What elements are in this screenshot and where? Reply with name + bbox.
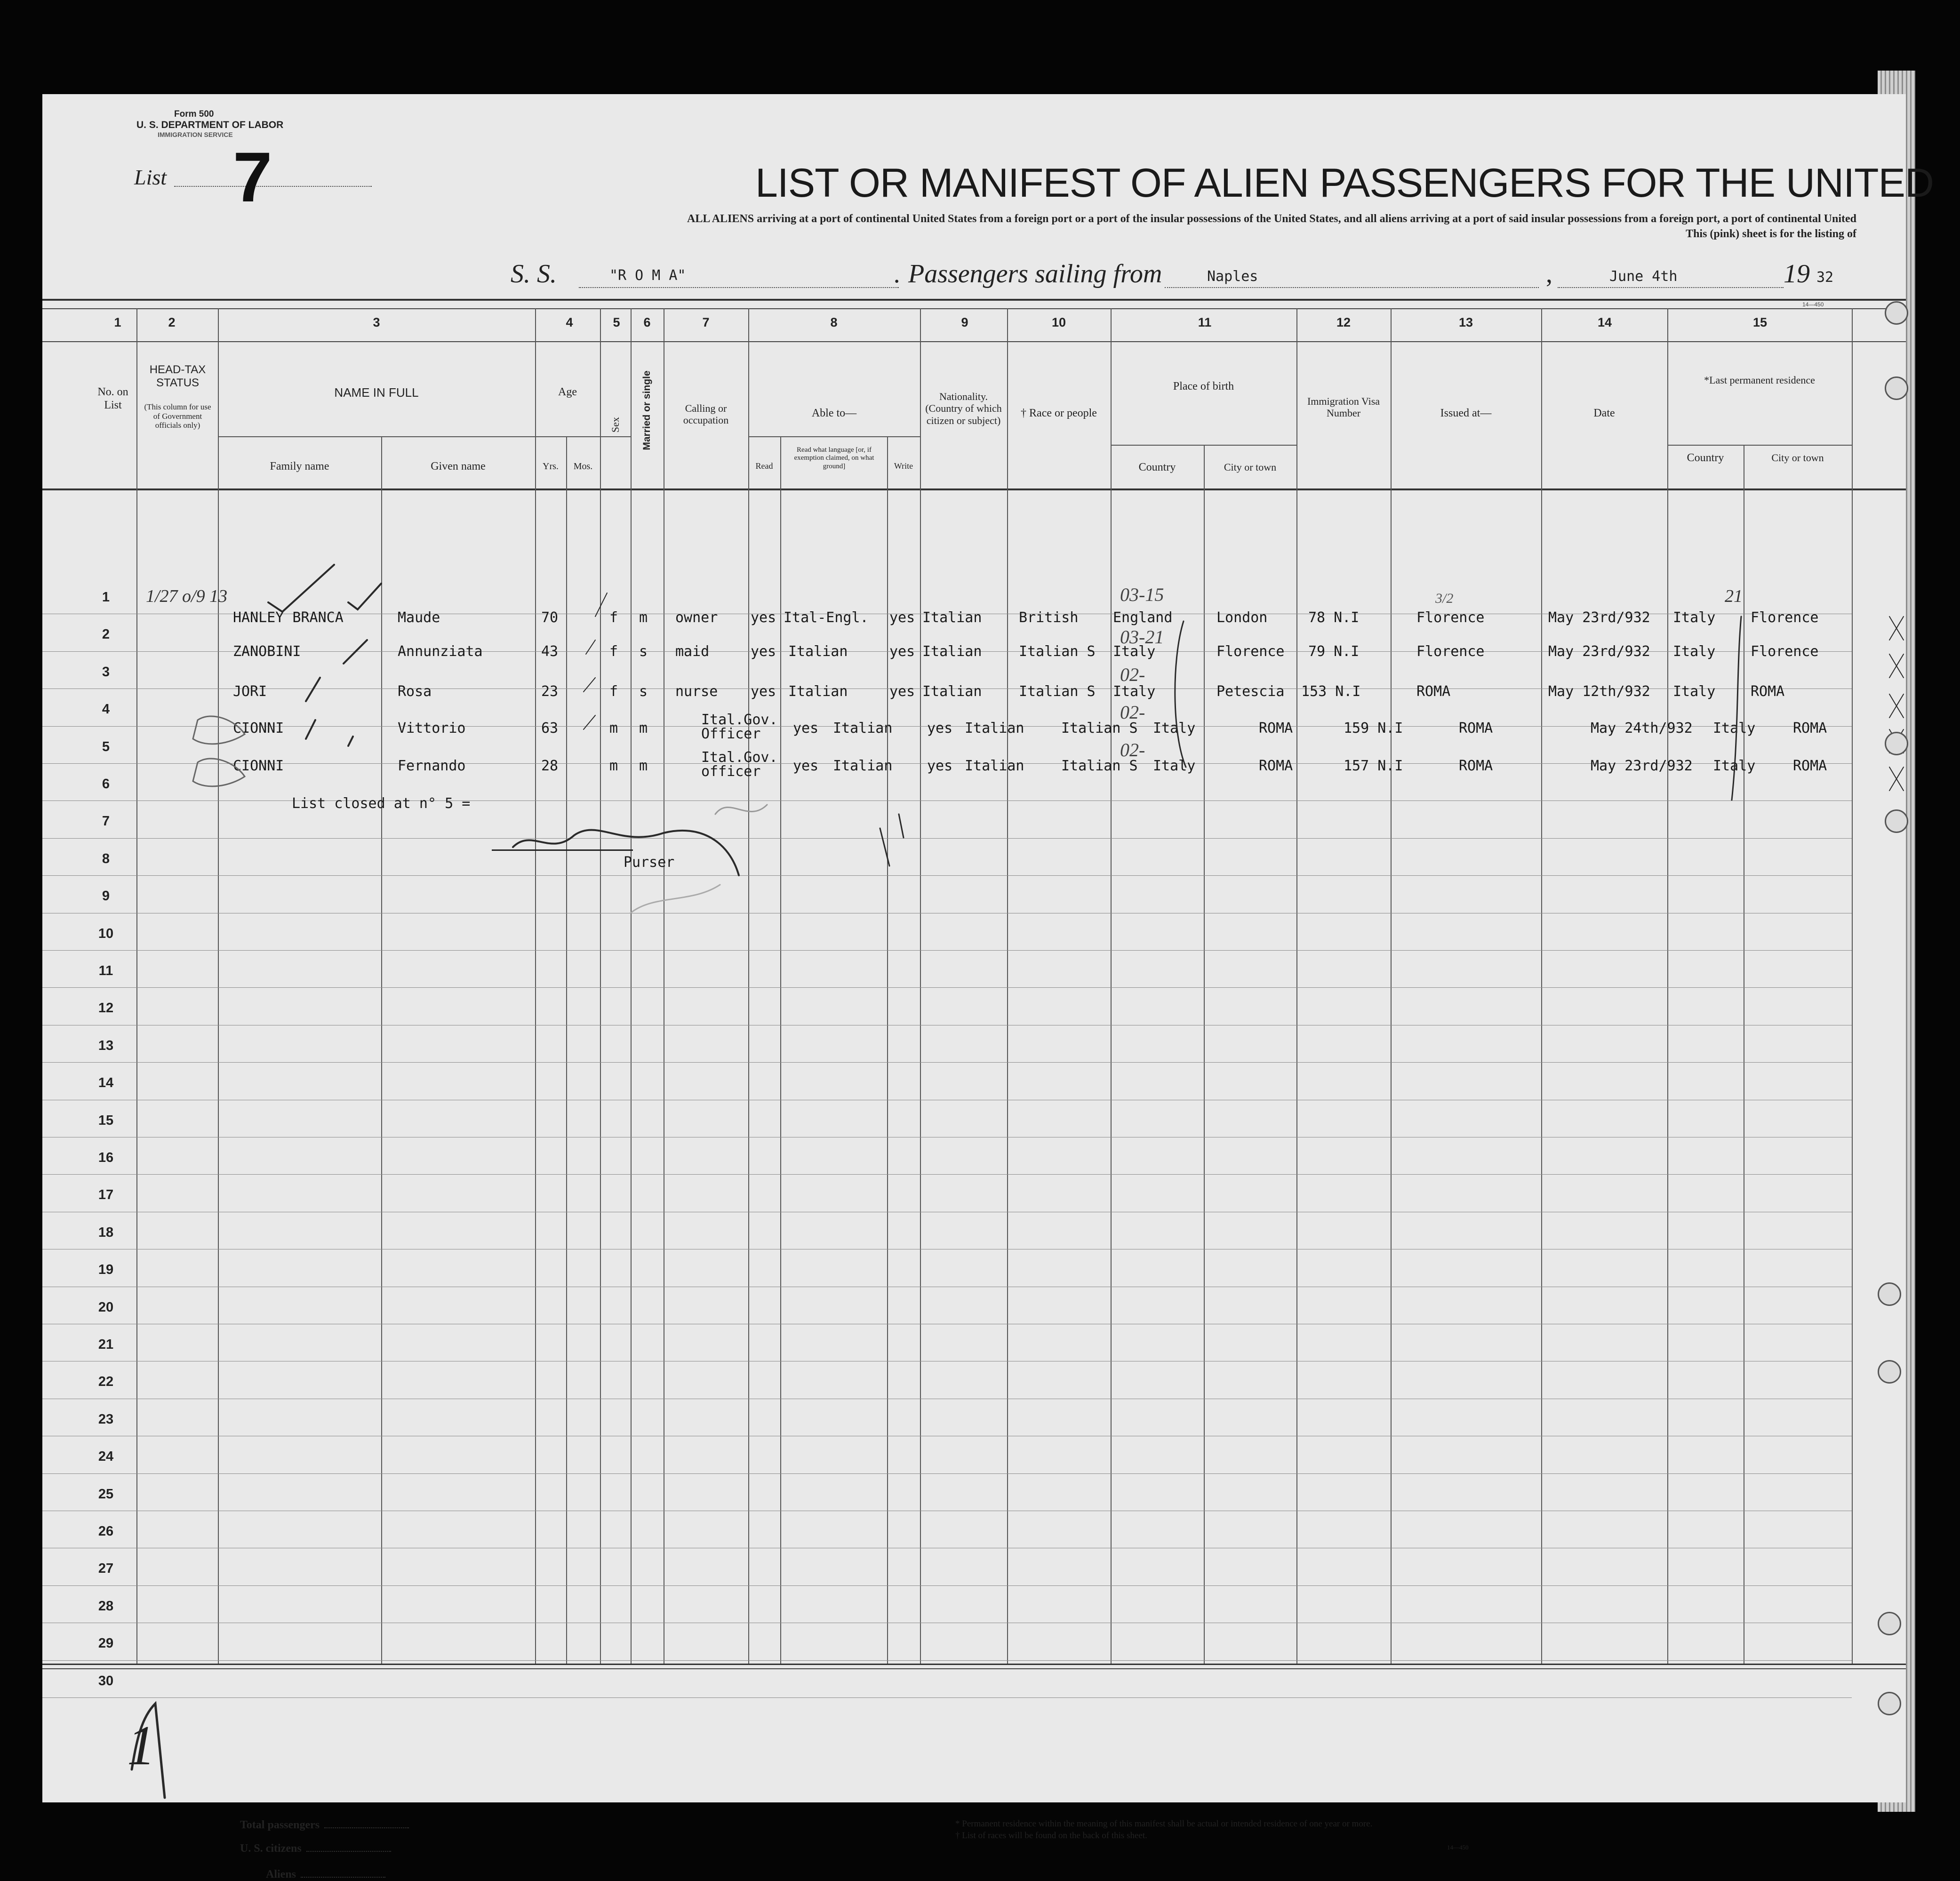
ship-dot: .	[894, 259, 901, 288]
bracket-mark	[1175, 621, 1186, 767]
occupation-line-2: officer	[701, 763, 761, 780]
res-city: Florence	[1751, 643, 1819, 660]
visa-number: 159 N.I	[1344, 720, 1403, 736]
family-name: JORI	[233, 683, 267, 700]
issued-at: Florence	[1416, 609, 1485, 626]
res-country: Italy	[1713, 758, 1756, 774]
manifest-title: LIST OR MANIFEST OF ALIEN PASSENGERS FOR THE UNITED	[755, 160, 1934, 206]
res-country: Italy	[1713, 720, 1756, 736]
occupation: Ital.Gov.	[701, 749, 778, 766]
row-number: 2	[102, 627, 110, 642]
sex: m	[609, 758, 618, 774]
row-number: 10	[98, 926, 114, 941]
hdr-married: Married or single	[641, 370, 652, 450]
bottom-mark: 1	[127, 1714, 155, 1777]
can-write: yes	[927, 758, 953, 774]
footer-us-citizens	[240, 1842, 391, 1855]
can-read: yes	[751, 643, 776, 660]
visa-date: May 12th/932	[1548, 683, 1650, 700]
punch-hole	[1878, 1692, 1901, 1715]
hdr-calling: Calling or occupation	[683, 402, 729, 426]
faint-signature	[631, 885, 720, 913]
x-mark	[1889, 767, 1904, 791]
manifest-subtitle-2: This (pink) sheet is for the listing of	[1686, 228, 1856, 240]
row-number: 7	[102, 814, 110, 829]
res-city: ROMA	[1793, 720, 1827, 736]
ship-name: "R O M A"	[609, 267, 686, 284]
res-city: ROMA	[1793, 758, 1827, 774]
punch-hole	[1885, 732, 1908, 755]
ss-label: S. S.	[511, 259, 557, 288]
hdr-visa: Immigration Visa Number	[1307, 395, 1380, 419]
hdr-no-on-list: No. on List	[97, 386, 128, 411]
row-number: 16	[98, 1150, 114, 1165]
x-mark	[1889, 694, 1904, 718]
row-number: 4	[102, 702, 110, 717]
colnum-3: 3	[373, 315, 380, 329]
hdr-race: † Race or people	[1021, 407, 1097, 419]
race: Italian S	[1019, 643, 1096, 660]
list-number: 7	[233, 137, 272, 216]
occupation: owner	[675, 609, 718, 626]
birth-country: Italy	[1153, 720, 1196, 736]
row-number: 8	[102, 851, 110, 866]
issued-at: ROMA	[1459, 720, 1493, 736]
hdr-yrs: Yrs.	[543, 461, 559, 472]
family-name: ZANOBINI	[233, 643, 301, 660]
nationality: Italian	[922, 643, 982, 660]
x-mark	[1889, 654, 1904, 678]
year-prefix: 19	[1784, 259, 1810, 288]
footer-note-2: † List of races will be found on the back of this sheet.	[955, 1831, 1147, 1841]
service-label: IMMIGRATION SERVICE	[158, 131, 233, 138]
manifest-sheet	[42, 94, 1934, 1881]
age-years: 28	[541, 758, 559, 774]
hdr-place-of-birth: Place of birth	[1173, 380, 1234, 392]
nationality: Italian	[922, 683, 982, 700]
punch-hole	[1878, 1360, 1901, 1384]
occupation: nurse	[675, 683, 718, 700]
nationality: Italian	[965, 720, 1024, 736]
hdr-given-name: Given name	[431, 460, 486, 472]
birth-code-2: 03-21	[1120, 626, 1164, 648]
hdr-write: Write	[894, 461, 913, 471]
stamp-mark	[193, 716, 245, 744]
form-code: 14—450	[1802, 301, 1824, 308]
age-years: 23	[541, 683, 559, 700]
can-write: yes	[889, 643, 915, 660]
footer-citizens-line	[306, 1851, 391, 1852]
age-years: 70	[541, 609, 559, 626]
row-number: 24	[98, 1449, 114, 1464]
hdr-age: Age	[558, 386, 577, 398]
occupation: maid	[675, 643, 710, 660]
row-number: 12	[98, 1001, 114, 1016]
row-number: 13	[98, 1038, 114, 1053]
nationality: Italian	[922, 609, 982, 626]
row-number: 9	[102, 888, 110, 904]
birth-code-5: 02-	[1120, 739, 1145, 760]
row-number: 29	[98, 1636, 114, 1651]
birth-code-4: 02-	[1120, 702, 1145, 723]
given-name: Annunziata	[398, 643, 483, 660]
issued-at: ROMA	[1459, 758, 1493, 774]
occupation: Ital.Gov.	[701, 712, 778, 728]
race: Italian S	[1061, 720, 1138, 736]
visa-number: 153 N.I	[1301, 683, 1361, 700]
hdr-birth-country: Country	[1138, 461, 1176, 473]
tick-mark	[595, 593, 607, 616]
list-closed-note: List closed at n° 5 =	[292, 795, 471, 812]
birth-code-3: 02-	[1120, 664, 1145, 685]
handwriting-overlay	[42, 94, 1906, 1802]
port-name: Naples	[1207, 268, 1258, 285]
check-mark	[348, 736, 353, 746]
visa-number: 78 N.I	[1308, 609, 1360, 626]
sex: m	[609, 720, 618, 736]
bracket-mark	[1732, 616, 1741, 800]
age-years: 43	[541, 643, 559, 660]
colnum-13: 13	[1458, 315, 1473, 329]
colnum-5: 5	[613, 315, 620, 329]
row-number: 22	[98, 1374, 114, 1389]
sailing-date: June 4th	[1609, 268, 1678, 285]
row-number: 28	[98, 1599, 114, 1614]
purser-label: Purser	[624, 854, 675, 871]
list-label: List	[134, 165, 167, 189]
footer-aliens	[266, 1868, 385, 1881]
birth-country: England	[1113, 609, 1173, 626]
colnum-11: 11	[1198, 315, 1212, 329]
race: Italian S	[1061, 758, 1138, 774]
visa-date: May 23rd/932	[1591, 758, 1693, 774]
hdr-read: Read	[755, 461, 773, 471]
issued-at: Florence	[1416, 643, 1485, 660]
row-number: 20	[98, 1300, 114, 1315]
given-name: Rosa	[398, 683, 432, 700]
tick-mark	[586, 640, 595, 654]
marital-status: m	[639, 758, 648, 774]
issued-at: ROMA	[1416, 683, 1451, 700]
footer-code: 14—450	[1447, 1844, 1469, 1851]
hdr-birth-city: City or town	[1224, 461, 1277, 473]
row-number: 18	[98, 1225, 114, 1240]
colnum-2: 2	[168, 315, 176, 329]
punch-hole	[1885, 376, 1908, 400]
footer-citizens-label: U. S. citizens	[240, 1842, 302, 1855]
row-number: 17	[98, 1187, 114, 1202]
hdr-last-res: *Last permanent residence	[1704, 374, 1815, 386]
sex: f	[609, 643, 618, 660]
colnum-14: 14	[1597, 315, 1612, 329]
sex: f	[609, 683, 618, 700]
res-country: Italy	[1673, 643, 1716, 660]
check-mark	[306, 720, 315, 739]
footer-aliens-label: Aliens	[266, 1868, 296, 1881]
faint-signature	[715, 805, 767, 814]
family-name: CIONNI	[233, 720, 284, 736]
read-language: Italian	[833, 758, 893, 774]
marital-status: m	[639, 609, 648, 626]
row-number: 5	[102, 739, 110, 754]
can-read: yes	[793, 758, 819, 774]
footer-aliens-line	[301, 1877, 385, 1878]
check-mark	[348, 584, 381, 609]
footer-total-passengers	[240, 1819, 409, 1832]
birth-city: Florence	[1216, 643, 1285, 660]
read-language: Ital-Engl.	[784, 609, 869, 626]
colnum-12: 12	[1336, 315, 1351, 329]
hdr-family-name: Family name	[270, 460, 329, 472]
res-country: Italy	[1673, 683, 1716, 700]
x-mark	[1889, 616, 1904, 640]
hdr-res-country: Country	[1687, 452, 1724, 464]
comma: ,	[1546, 259, 1552, 288]
colnum-15: 15	[1752, 315, 1768, 329]
sailing-label: Passengers sailing from	[908, 259, 1162, 288]
head-tax-mark: 1/27 o/9 13	[146, 586, 228, 606]
res-country: Italy	[1673, 609, 1716, 626]
visa-date: May 23rd/932	[1548, 643, 1650, 660]
hdr-mos: Mos.	[573, 461, 593, 472]
form-number: Form 500	[174, 109, 214, 119]
hdr-visa-date: Date	[1593, 407, 1615, 419]
hdr-read-lang: Read what language [or, if exemption claimed, on what ground]	[794, 446, 874, 470]
row-number: 30	[98, 1673, 114, 1689]
hdr-sex: Sex	[609, 417, 621, 433]
race: Italian S	[1019, 683, 1096, 700]
colnum-7: 7	[702, 315, 710, 329]
hdr-able-to: Able to—	[811, 407, 857, 419]
visa-number: 157 N.I	[1344, 758, 1403, 774]
age-years: 63	[541, 720, 559, 736]
colnum-6: 6	[643, 315, 651, 329]
marital-status: m	[639, 720, 648, 736]
punch-hole	[1885, 301, 1908, 325]
can-write: yes	[889, 683, 915, 700]
punch-hole	[1878, 1612, 1901, 1635]
can-write: yes	[927, 720, 953, 736]
row-number: 21	[98, 1337, 114, 1352]
nationality: Italian	[965, 758, 1024, 774]
footer-total-line	[324, 1827, 409, 1828]
read-language: Italian	[833, 720, 893, 736]
res-city: ROMA	[1751, 683, 1785, 700]
purser-signature	[513, 830, 739, 875]
hdr-head-tax: HEAD-TAX STATUS	[149, 363, 206, 389]
footer-total-label: Total passengers	[240, 1819, 320, 1831]
race: British	[1019, 609, 1079, 626]
check-mark	[344, 640, 367, 664]
given-name: Vittorio	[398, 720, 466, 736]
hdr-head-tax-note: (This column for use of Government officials only)	[144, 402, 211, 430]
birth-code-1: 03-15	[1120, 584, 1164, 605]
colnum-10: 10	[1051, 315, 1066, 329]
given-name: Maude	[398, 609, 440, 626]
row-number: 27	[98, 1561, 114, 1576]
row-number: 15	[98, 1113, 114, 1128]
colnum-1: 1	[114, 315, 121, 329]
birth-city: London	[1216, 609, 1268, 626]
initials-mark	[880, 814, 904, 866]
hdr-res-city: City or town	[1771, 452, 1824, 464]
row-number: 23	[98, 1412, 114, 1427]
colnum-9: 9	[961, 315, 968, 329]
can-read: yes	[751, 683, 776, 700]
can-read: yes	[793, 720, 819, 736]
marital-status: s	[639, 683, 648, 700]
read-language: Italian	[788, 643, 848, 660]
tick-mark	[584, 678, 595, 692]
birth-city: Petescia	[1216, 683, 1285, 700]
birth-country: Italy	[1113, 683, 1156, 700]
colnum-8: 8	[830, 315, 838, 329]
hdr-nationality: Nationality. (Country of which citizen or subject)	[925, 391, 1002, 426]
can-read: yes	[751, 609, 776, 626]
row-number: 14	[98, 1075, 114, 1090]
sex: f	[609, 609, 618, 626]
given-name: Fernando	[398, 758, 466, 774]
visa-date: May 23rd/932	[1548, 609, 1650, 626]
hdr-name-in-full: NAME IN FULL	[334, 385, 419, 400]
row-number: 26	[98, 1524, 114, 1539]
stamp-mark	[193, 759, 245, 786]
colnum-4: 4	[566, 315, 573, 329]
marital-status: s	[639, 643, 648, 660]
family-name: CIONNI	[233, 758, 284, 774]
year-suffix: 32	[1816, 269, 1834, 286]
read-language: Italian	[788, 683, 848, 700]
hdr-issued-at: Issued at—	[1440, 407, 1492, 419]
row-number: 11	[98, 963, 113, 978]
manifest-subtitle: ALL ALIENS arriving at a port of continental United States from a foreign port or a port of the insular possessions of the United States, and all aliens arriving at a port of said insular possessions from a foreign port, a port of continental United	[687, 213, 1856, 225]
issued-code: 3/2	[1435, 591, 1454, 606]
birth-city: ROMA	[1259, 758, 1293, 774]
res-code: 21	[1725, 586, 1743, 606]
birth-country: Italy	[1113, 643, 1156, 660]
family-name: HANLEY BRANCA	[233, 609, 344, 626]
row-number: 25	[98, 1487, 114, 1502]
punch-hole	[1878, 1282, 1901, 1306]
can-write: yes	[889, 609, 915, 626]
res-city: Florence	[1751, 609, 1819, 626]
tick-mark	[584, 715, 595, 729]
row-number: 3	[102, 664, 110, 680]
birth-city: ROMA	[1259, 720, 1293, 736]
row-number: 6	[102, 776, 110, 792]
check-mark	[306, 678, 320, 701]
row-number: 1	[102, 590, 110, 605]
footer-note-1: * Permanent residence within the meaning of this manifest shall be actual or intended residence of one year or more.	[955, 1819, 1373, 1829]
department-label: U. S. DEPARTMENT OF LABOR	[136, 120, 284, 130]
check-mark	[268, 565, 334, 612]
punch-hole	[1885, 809, 1908, 833]
row-number: 19	[98, 1262, 114, 1277]
visa-number: 79 N.I	[1308, 643, 1360, 660]
occupation-line-2: Officer	[701, 726, 761, 742]
visa-date: May 24th/932	[1591, 720, 1693, 736]
birth-country: Italy	[1153, 758, 1196, 774]
